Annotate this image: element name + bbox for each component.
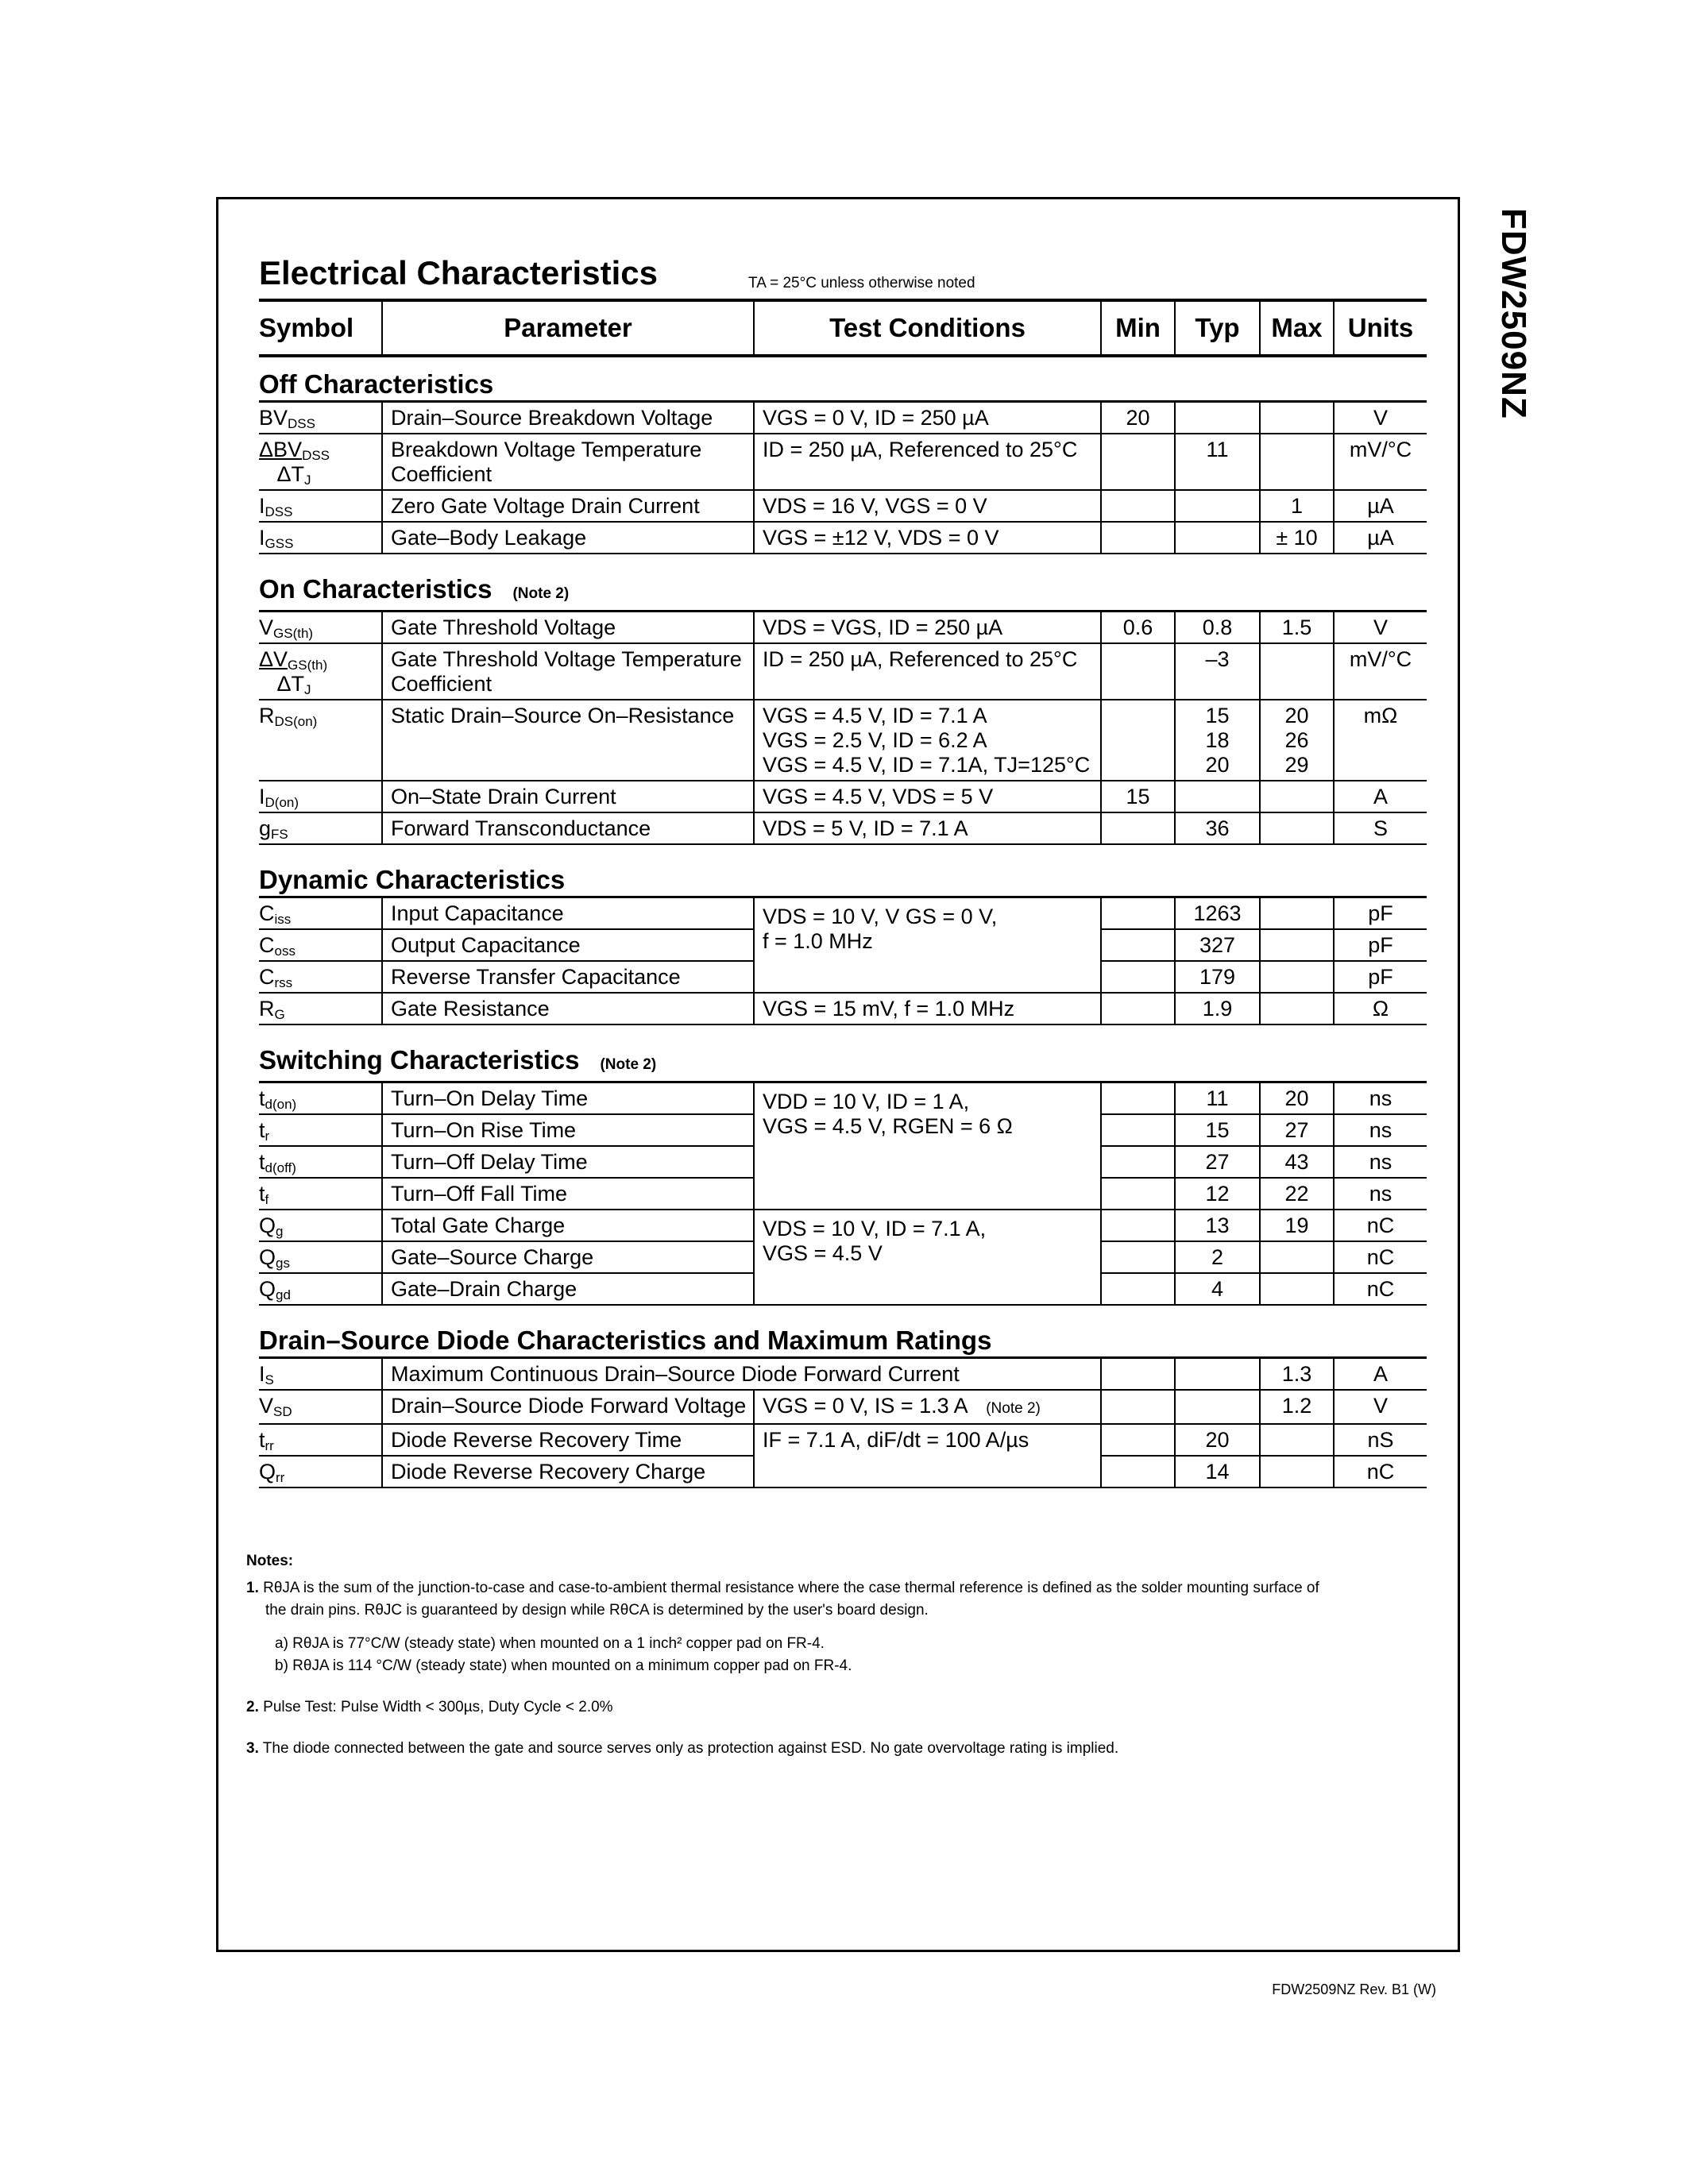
units-cell: mV/°C: [1334, 434, 1427, 490]
table-row: [259, 612, 1427, 644]
max-cell: [1260, 1241, 1334, 1273]
max-cell: 27: [1260, 1114, 1334, 1146]
units-cell: nC: [1334, 1241, 1427, 1273]
parameter-cell: Drain–Source Diode Forward Voltage: [382, 1390, 754, 1424]
table-row: [259, 993, 1427, 1024]
parameter-cell: Turn–Off Delay Time: [382, 1146, 754, 1178]
symbol-cell: $t_{rr}$: [259, 1424, 382, 1456]
parameter-cell: Gate Threshold Voltage Temperature Coefficient: [382, 643, 754, 700]
max-cell: [1260, 961, 1334, 993]
table-row: [259, 700, 1427, 781]
conditions-cell: VDS = 16 V, VGS = 0 V: [754, 490, 1101, 522]
note-text: Pulse Test: Pulse Width < 300µs, Duty Cycle < 2.0%: [263, 1699, 613, 1715]
symbol-cell: $V_{GS(th)}$: [259, 612, 382, 644]
typ-cell: 2: [1175, 1241, 1260, 1273]
typ-value: 18: [1205, 728, 1230, 752]
header-units: Units: [1334, 300, 1427, 356]
notes-heading: Notes:: [246, 1553, 294, 1569]
table-row: [259, 1424, 1427, 1456]
condition-line: VGS = 4.5 V, ID = 7.1A, TJ=125°C: [763, 753, 1091, 777]
units-cell: ns: [1334, 1082, 1427, 1115]
note-1a: a) RθJA is 77°C/W (steady state) when mounted on a 1 inch² copper pad on FR-4.: [275, 1635, 825, 1652]
table-row: [259, 1358, 1427, 1391]
typ-cell: 327: [1175, 929, 1260, 961]
max-cell: 1: [1260, 490, 1334, 522]
min-cell: [1101, 1241, 1175, 1273]
note-3: [246, 1738, 1438, 1760]
units-cell: mV/°C: [1334, 643, 1427, 700]
units-cell: nC: [1334, 1210, 1427, 1241]
condition-text: VGS = 0 V, IS = 1.3 A: [763, 1394, 968, 1418]
parameter-cell: Gate Threshold Voltage: [382, 612, 754, 644]
conditions-cell: VGS = 15 mV, f = 1.0 MHz: [754, 993, 1101, 1024]
symbol-cell: $R_G$: [259, 993, 382, 1024]
parameter-cell: Breakdown Voltage Temperature Coefficient: [382, 434, 754, 490]
typ-cell: –3: [1175, 643, 1260, 700]
table-row: [259, 812, 1427, 844]
conditions-cell: [754, 1082, 1101, 1210]
symbol-cell: $C_{rss}$: [259, 961, 382, 993]
conditions-cell: [754, 897, 1101, 994]
parameter-cell: Turn–On Rise Time: [382, 1114, 754, 1146]
parameter-cell: Turn–Off Fall Time: [382, 1178, 754, 1210]
min-cell: [1101, 522, 1175, 554]
temperature-condition: TA = 25°C unless otherwise noted: [748, 275, 975, 291]
section-title: Drain–Source Diode Characteristics and Maximum Ratings: [259, 1305, 1427, 1358]
max-value: 26: [1284, 728, 1309, 752]
section-row: [259, 356, 1427, 402]
units-cell: µA: [1334, 522, 1427, 554]
note-text: the drain pins. RθJC is guaranteed by design while RθCA is determined by the user's board design.: [265, 1602, 929, 1619]
units-cell: ns: [1334, 1114, 1427, 1146]
typ-cell: 1.9: [1175, 993, 1260, 1024]
typ-cell: 12: [1175, 1178, 1260, 1210]
max-cell: [1260, 1456, 1334, 1488]
units-cell: nS: [1334, 1424, 1427, 1456]
max-value: 20: [1284, 704, 1309, 727]
conditions-cell: [754, 700, 1101, 781]
table-row: [259, 897, 1427, 930]
parameter-cell: Gate Resistance: [382, 993, 754, 1024]
section-row: [259, 844, 1427, 897]
units-cell: nC: [1334, 1273, 1427, 1305]
min-cell: [1101, 993, 1175, 1024]
typ-cell: 11: [1175, 1082, 1260, 1115]
table-row: [259, 1082, 1427, 1115]
max-cell: [1260, 1273, 1334, 1305]
typ-value: 15: [1205, 704, 1230, 727]
max-cell: 22: [1260, 1178, 1334, 1210]
units-cell: V: [1334, 1390, 1427, 1424]
conditions-cell: IF = 7.1 A, diF/dt = 100 A/µs: [754, 1424, 1101, 1488]
min-cell: [1101, 1456, 1175, 1488]
conditions-cell: VDS = 5 V, ID = 7.1 A: [754, 812, 1101, 844]
symbol-cell: $Q_{rr}$: [259, 1456, 382, 1488]
max-cell: 1.5: [1260, 612, 1334, 644]
units-cell: pF: [1334, 929, 1427, 961]
min-cell: 0.6: [1101, 612, 1175, 644]
typ-cell: [1175, 522, 1260, 554]
note-number: 2.: [246, 1699, 259, 1715]
table-row: [259, 1210, 1427, 1241]
conditions-cell: ID = 250 µA, Referenced to 25°C: [754, 643, 1101, 700]
header-parameter: Parameter: [382, 300, 754, 356]
section-title: [259, 1024, 1427, 1082]
section-title-text: On Characteristics: [259, 574, 492, 604]
typ-cell: 179: [1175, 961, 1260, 993]
note-1b: b) RθJA is 114 °C/W (steady state) when mounted on a minimum copper pad on FR-4.: [275, 1657, 852, 1674]
symbol-cell: $I_{D(on)}$: [259, 781, 382, 812]
header-conditions: Test Conditions: [754, 300, 1101, 356]
conditions-cell: VGS = 4.5 V, VDS = 5 V: [754, 781, 1101, 812]
min-cell: [1101, 1082, 1175, 1115]
min-cell: 20: [1101, 402, 1175, 434]
min-cell: [1101, 1390, 1175, 1424]
max-cell: [1260, 929, 1334, 961]
symbol-cell: $t_{d(off)}$: [259, 1146, 382, 1178]
typ-cell: 11: [1175, 434, 1260, 490]
max-cell: [1260, 993, 1334, 1024]
symbol-cell: $I_{GSS}$: [259, 522, 382, 554]
symbol-cell: $R_{DS(on)}$: [259, 700, 382, 781]
symbol-cell: $\Delta V_{GS(th)}$ $\Delta T_J$: [259, 643, 382, 700]
section-title: Dynamic Characteristics: [259, 844, 1427, 897]
typ-cell: [1175, 490, 1260, 522]
note-text: RθJA is the sum of the junction-to-case and case-to-ambient thermal resistance where the case thermal reference is defined as the solder mounting surface of: [263, 1580, 1319, 1596]
typ-cell: [1175, 1390, 1260, 1424]
condition-line: VGS = 4.5 V, RGEN = 6 Ω: [763, 1114, 1013, 1138]
parameter-cell: Output Capacitance: [382, 929, 754, 961]
parameter-cell: Diode Reverse Recovery Time: [382, 1424, 754, 1456]
parameter-cell: Gate–Source Charge: [382, 1241, 754, 1273]
typ-cell: 14: [1175, 1456, 1260, 1488]
table-header-row: [259, 300, 1427, 356]
units-cell: mΩ: [1334, 700, 1427, 781]
note-1: [246, 1577, 1438, 1622]
section-heading: [259, 254, 1427, 299]
section-title: Off Characteristics: [259, 356, 1427, 402]
units-cell: nC: [1334, 1456, 1427, 1488]
conditions-cell: VDS = VGS, ID = 250 µA: [754, 612, 1101, 644]
max-cell: ± 10: [1260, 522, 1334, 554]
min-cell: [1101, 490, 1175, 522]
notes-section: [246, 1550, 1438, 1771]
units-cell: S: [1334, 812, 1427, 844]
parameter-cell: Maximum Continuous Drain–Source Diode Forward Current: [382, 1358, 1101, 1391]
max-value: 29: [1284, 753, 1309, 777]
symbol-cell: $C_{iss}$: [259, 897, 382, 930]
parameter-cell: Gate–Body Leakage: [382, 522, 754, 554]
section-title-text: Switching Characteristics: [259, 1045, 580, 1075]
units-cell: ns: [1334, 1178, 1427, 1210]
max-cell: [1260, 1424, 1334, 1456]
table-row: [259, 490, 1427, 522]
min-cell: [1101, 929, 1175, 961]
parameter-cell: Turn–On Delay Time: [382, 1082, 754, 1115]
symbol-cell: $I_S$: [259, 1358, 382, 1391]
max-cell: 43: [1260, 1146, 1334, 1178]
header-max: Max: [1260, 300, 1334, 356]
conditions-cell: VGS = ±12 V, VDS = 0 V: [754, 522, 1101, 554]
parameter-cell: Reverse Transfer Capacitance: [382, 961, 754, 993]
symbol-cell: $Q_g$: [259, 1210, 382, 1241]
section-row: [259, 1305, 1427, 1358]
section-title: [259, 554, 1427, 612]
conditions-cell: [754, 1390, 1101, 1424]
typ-cell: 4: [1175, 1273, 1260, 1305]
parameter-cell: Forward Transconductance: [382, 812, 754, 844]
footer-revision: FDW2509NZ Rev. B1 (W): [1272, 1981, 1436, 1997]
units-cell: V: [1334, 612, 1427, 644]
side-part-number: [1484, 208, 1539, 446]
typ-cell: [1175, 402, 1260, 434]
units-cell: A: [1334, 781, 1427, 812]
max-cell: 20: [1260, 1082, 1334, 1115]
max-cell: 1.3: [1260, 1358, 1334, 1391]
parameter-cell: On–State Drain Current: [382, 781, 754, 812]
units-cell: V: [1334, 402, 1427, 434]
max-cell: [1260, 781, 1334, 812]
condition-line: VGS = 4.5 V, ID = 7.1 A: [763, 704, 987, 727]
symbol-cell: $g_{FS}$: [259, 812, 382, 844]
min-cell: [1101, 1178, 1175, 1210]
symbol-cell: $C_{oss}$: [259, 929, 382, 961]
electrical-characteristics-section: [259, 254, 1427, 1488]
typ-cell: [1175, 1358, 1260, 1391]
min-cell: [1101, 643, 1175, 700]
symbol-cell: $Q_{gs}$: [259, 1241, 382, 1273]
max-cell: [1260, 812, 1334, 844]
min-cell: [1101, 700, 1175, 781]
symbol-cell: $t_f$: [259, 1178, 382, 1210]
symbol-cell: $V_{SD}$: [259, 1390, 382, 1424]
parameter-cell: Static Drain–Source On–Resistance: [382, 700, 754, 781]
min-cell: [1101, 897, 1175, 930]
symbol-cell: $Q_{gd}$: [259, 1273, 382, 1305]
units-cell: Ω: [1334, 993, 1427, 1024]
min-cell: [1101, 1358, 1175, 1391]
max-cell: [1260, 897, 1334, 930]
note-number: 1.: [246, 1580, 259, 1596]
typ-cell: 1263: [1175, 897, 1260, 930]
parameter-cell: Zero Gate Voltage Drain Current: [382, 490, 754, 522]
table-row: [259, 434, 1427, 490]
typ-value: 20: [1205, 753, 1230, 777]
note-2: [246, 1696, 1438, 1719]
page-title: Electrical Characteristics: [259, 254, 658, 291]
typ-cell: [1175, 781, 1260, 812]
condition-line: VDS = 10 V, ID = 7.1 A,: [763, 1217, 987, 1241]
max-cell: [1260, 700, 1334, 781]
condition-line: VGS = 2.5 V, ID = 6.2 A: [763, 728, 987, 752]
typ-cell: 13: [1175, 1210, 1260, 1241]
max-cell: [1260, 643, 1334, 700]
note-text: The diode connected between the gate and source serves only as protection against ESD. No gate overvoltage rating is implied.: [262, 1740, 1119, 1757]
max-cell: 1.2: [1260, 1390, 1334, 1424]
parameter-cell: Input Capacitance: [382, 897, 754, 930]
header-symbol: Symbol: [259, 300, 382, 356]
typ-cell: [1175, 700, 1260, 781]
header-min: Min: [1101, 300, 1175, 356]
min-cell: [1101, 1424, 1175, 1456]
conditions-cell: VGS = 0 V, ID = 250 µA: [754, 402, 1101, 434]
min-cell: [1101, 1146, 1175, 1178]
symbol-cell: $t_r$: [259, 1114, 382, 1146]
symbol-cell: $t_{d(on)}$: [259, 1082, 382, 1115]
typ-cell: 36: [1175, 812, 1260, 844]
typ-cell: 0.8: [1175, 612, 1260, 644]
min-cell: [1101, 1114, 1175, 1146]
min-cell: [1101, 1210, 1175, 1241]
section-note: (Note 2): [512, 585, 570, 602]
min-cell: [1101, 961, 1175, 993]
section-row: [259, 1024, 1427, 1082]
max-cell: [1260, 434, 1334, 490]
symbol-cell: $\Delta BV_{DSS}$ $\Delta T_J$: [259, 434, 382, 490]
units-cell: pF: [1334, 961, 1427, 993]
units-cell: A: [1334, 1358, 1427, 1391]
parameter-cell: Total Gate Charge: [382, 1210, 754, 1241]
max-cell: 19: [1260, 1210, 1334, 1241]
symbol-cell: $I_{DSS}$: [259, 490, 382, 522]
units-cell: µA: [1334, 490, 1427, 522]
table-row: [259, 1390, 1427, 1424]
units-cell: pF: [1334, 897, 1427, 930]
note-number: 3.: [246, 1740, 259, 1757]
typ-cell: 15: [1175, 1114, 1260, 1146]
section-row: [259, 554, 1427, 612]
condition-line: f = 1.0 MHz: [763, 929, 873, 953]
conditions-cell: ID = 250 µA, Referenced to 25°C: [754, 434, 1101, 490]
parameter-cell: Diode Reverse Recovery Charge: [382, 1456, 754, 1488]
parameter-cell: Drain–Source Breakdown Voltage: [382, 402, 754, 434]
min-cell: [1101, 434, 1175, 490]
symbol-cell: $BV_{DSS}$: [259, 402, 382, 434]
min-cell: [1101, 1273, 1175, 1305]
max-cell: [1260, 402, 1334, 434]
min-cell: 15: [1101, 781, 1175, 812]
condition-line: VDS = 10 V, V GS = 0 V,: [763, 905, 998, 928]
units-cell: ns: [1334, 1146, 1427, 1178]
table-row: [259, 643, 1427, 700]
typ-cell: 20: [1175, 1424, 1260, 1456]
section-note: (Note 2): [600, 1056, 657, 1073]
condition-line: VDD = 10 V, ID = 1 A,: [763, 1090, 970, 1113]
condition-note: (Note 2): [986, 1400, 1041, 1417]
typ-cell: 27: [1175, 1146, 1260, 1178]
header-typ: Typ: [1175, 300, 1260, 356]
characteristics-table: [259, 299, 1427, 1488]
condition-line: VGS = 4.5 V: [763, 1241, 883, 1265]
table-row: [259, 402, 1427, 434]
conditions-cell: [754, 1210, 1101, 1305]
min-cell: [1101, 812, 1175, 844]
parameter-cell: Gate–Drain Charge: [382, 1273, 754, 1305]
table-row: [259, 522, 1427, 554]
part-number-label: FDW2509NZ: [1494, 208, 1533, 419]
table-row: [259, 781, 1427, 812]
